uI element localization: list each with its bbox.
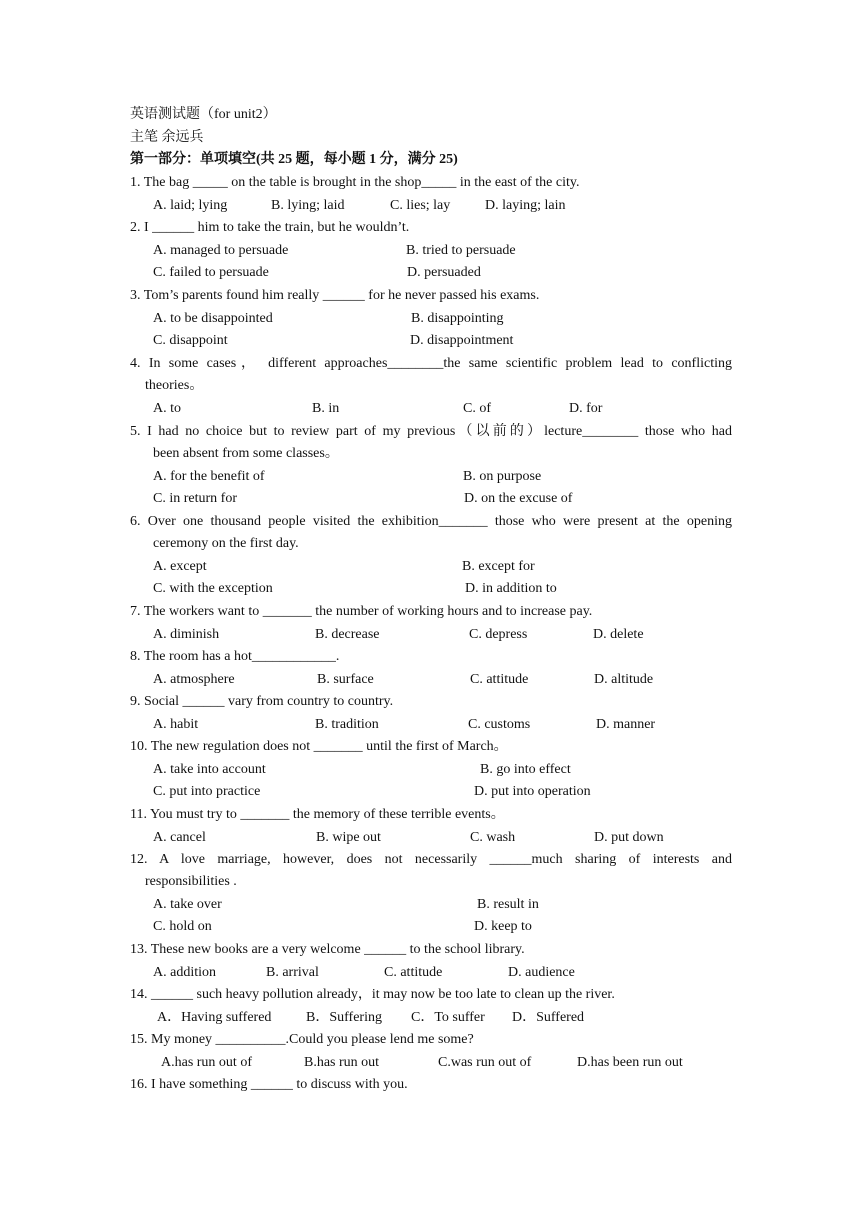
option-c: C. of (463, 401, 491, 416)
option-b: B. in (312, 401, 340, 416)
question-stem: 10. The new regulation does not _______ until the first of March。 (130, 739, 508, 754)
option-d: D. on the excuse of (464, 491, 573, 506)
option-a: A. managed to persuade (153, 243, 289, 258)
option-b: B. tried to persuade (406, 243, 516, 258)
question-stem: 9. Social ______ vary from country to country. (130, 694, 394, 709)
option-d: D. put into operation (474, 784, 591, 799)
question-stem-continued: ceremony on the first day. (153, 536, 299, 551)
option-c: C. customs (468, 717, 531, 732)
option-d: D. persuaded (407, 265, 481, 280)
option-b: B. arrival (266, 965, 319, 980)
question-stem: 11. You must try to _______ the memory of these terrible events。 (130, 807, 505, 822)
option-a: A. except (153, 559, 207, 574)
question-stem: 1. The bag _____ on the table is brought in the shop_____ in the east of the city. (130, 175, 580, 190)
option-b: B. tradition (315, 717, 379, 732)
question-stem: 13. These new books are a very welcome ______ to the school library. (130, 942, 525, 957)
option-b: B. lying; laid (271, 198, 345, 213)
option-a: A. addition (153, 965, 216, 980)
question-stem: 8. The room has a hot____________. (130, 649, 340, 664)
question-stem: 16. I have something ______ to discuss with you. (130, 1077, 408, 1092)
option-b: B. except for (462, 559, 535, 574)
question-stem: 7. The workers want to _______ the number of working hours and to increase pay. (130, 604, 593, 619)
option-a: A. take into account (153, 762, 266, 777)
question-stem-continued: responsibilities . (145, 874, 237, 889)
option-c: C. attitude (470, 672, 529, 687)
option-c: C. lies; lay (390, 198, 451, 213)
option-b: B．Suffering (306, 1010, 382, 1025)
section-heading: 第一部分：单项填空(共 25 题，每小题 1 分，满分 25) (130, 152, 458, 167)
option-d: D. in addition to (465, 581, 557, 596)
option-b: B. decrease (315, 627, 380, 642)
option-a: A.has run out of (161, 1055, 252, 1070)
option-a: A. to (153, 401, 181, 416)
option-c: C. with the exception (153, 581, 273, 596)
option-a: A. take over (153, 897, 222, 912)
option-a: A．Having suffered (157, 1010, 272, 1025)
option-d: D. audience (508, 965, 575, 980)
option-b: B. go into effect (480, 762, 571, 777)
question-stem: 12. A love marriage, however, does not necessarily ______much sharing of interests and (130, 852, 732, 867)
option-a: A. laid; lying (153, 198, 228, 213)
option-d: D. laying; lain (485, 198, 566, 213)
option-c: C. attitude (384, 965, 443, 980)
option-c: C. wash (470, 830, 516, 845)
question-stem: 3. Tom’s parents found him really ______ for he never passed his exams. (130, 288, 540, 303)
question-stem-continued: theories。 (145, 378, 204, 393)
option-d: D. disappointment (410, 333, 514, 348)
option-c: C．To suffer (411, 1010, 485, 1025)
option-d: D.has been run out (577, 1055, 683, 1070)
option-a: A. to be disappointed (153, 311, 273, 326)
option-a: A. diminish (153, 627, 220, 642)
option-d: D. for (569, 401, 603, 416)
option-b: B. disappointing (411, 311, 504, 326)
question-stem: 2. I ______ him to take the train, but he wouldn’t. (130, 220, 410, 235)
option-c: C. in return for (153, 491, 237, 506)
option-b: B. surface (317, 672, 374, 687)
option-d: D. put down (594, 830, 664, 845)
question-stem: 6. Over one thousand people visited the exhibition_______ those who were present at the opening (130, 514, 732, 529)
option-d: D. delete (593, 627, 644, 642)
option-a: A. habit (153, 717, 199, 732)
exam-title: 英语测试题（for unit2） (130, 107, 277, 122)
option-c: C.was run out of (438, 1055, 532, 1070)
option-a: A. cancel (153, 830, 206, 845)
option-b: B. wipe out (316, 830, 381, 845)
option-d: D. manner (596, 717, 656, 732)
option-d: D. altitude (594, 672, 654, 687)
exam-author: 主笔 余远兵 (130, 130, 204, 145)
question-stem: 4. In some cases， different approaches________the same scientific problem lead to conflicting (130, 356, 732, 371)
question-stem: 14. ______ such heavy pollution already，it may now be too late to clean up the river. (130, 987, 615, 1002)
option-b: B. result in (477, 897, 539, 912)
option-c: C. disappoint (153, 333, 228, 348)
option-c: C. failed to persuade (153, 265, 269, 280)
option-d: D. keep to (474, 919, 532, 934)
option-b: B.has run out (304, 1055, 380, 1070)
question-stem-continued: been absent from some classes。 (153, 446, 339, 461)
option-b: B. on purpose (463, 469, 542, 484)
question-stem: 5. I had no choice but to review part of my previous（以前的）lecture________ those who had (130, 424, 732, 439)
option-d: D．Suffered (512, 1010, 585, 1025)
option-c: C. put into practice (153, 784, 261, 799)
question-stem: 15. My money __________.Could you please lend me some? (130, 1032, 474, 1047)
option-c: C. hold on (153, 919, 212, 934)
option-c: C. depress (469, 627, 528, 642)
option-a: A. atmosphere (153, 672, 235, 687)
option-a: A. for the benefit of (153, 469, 265, 484)
